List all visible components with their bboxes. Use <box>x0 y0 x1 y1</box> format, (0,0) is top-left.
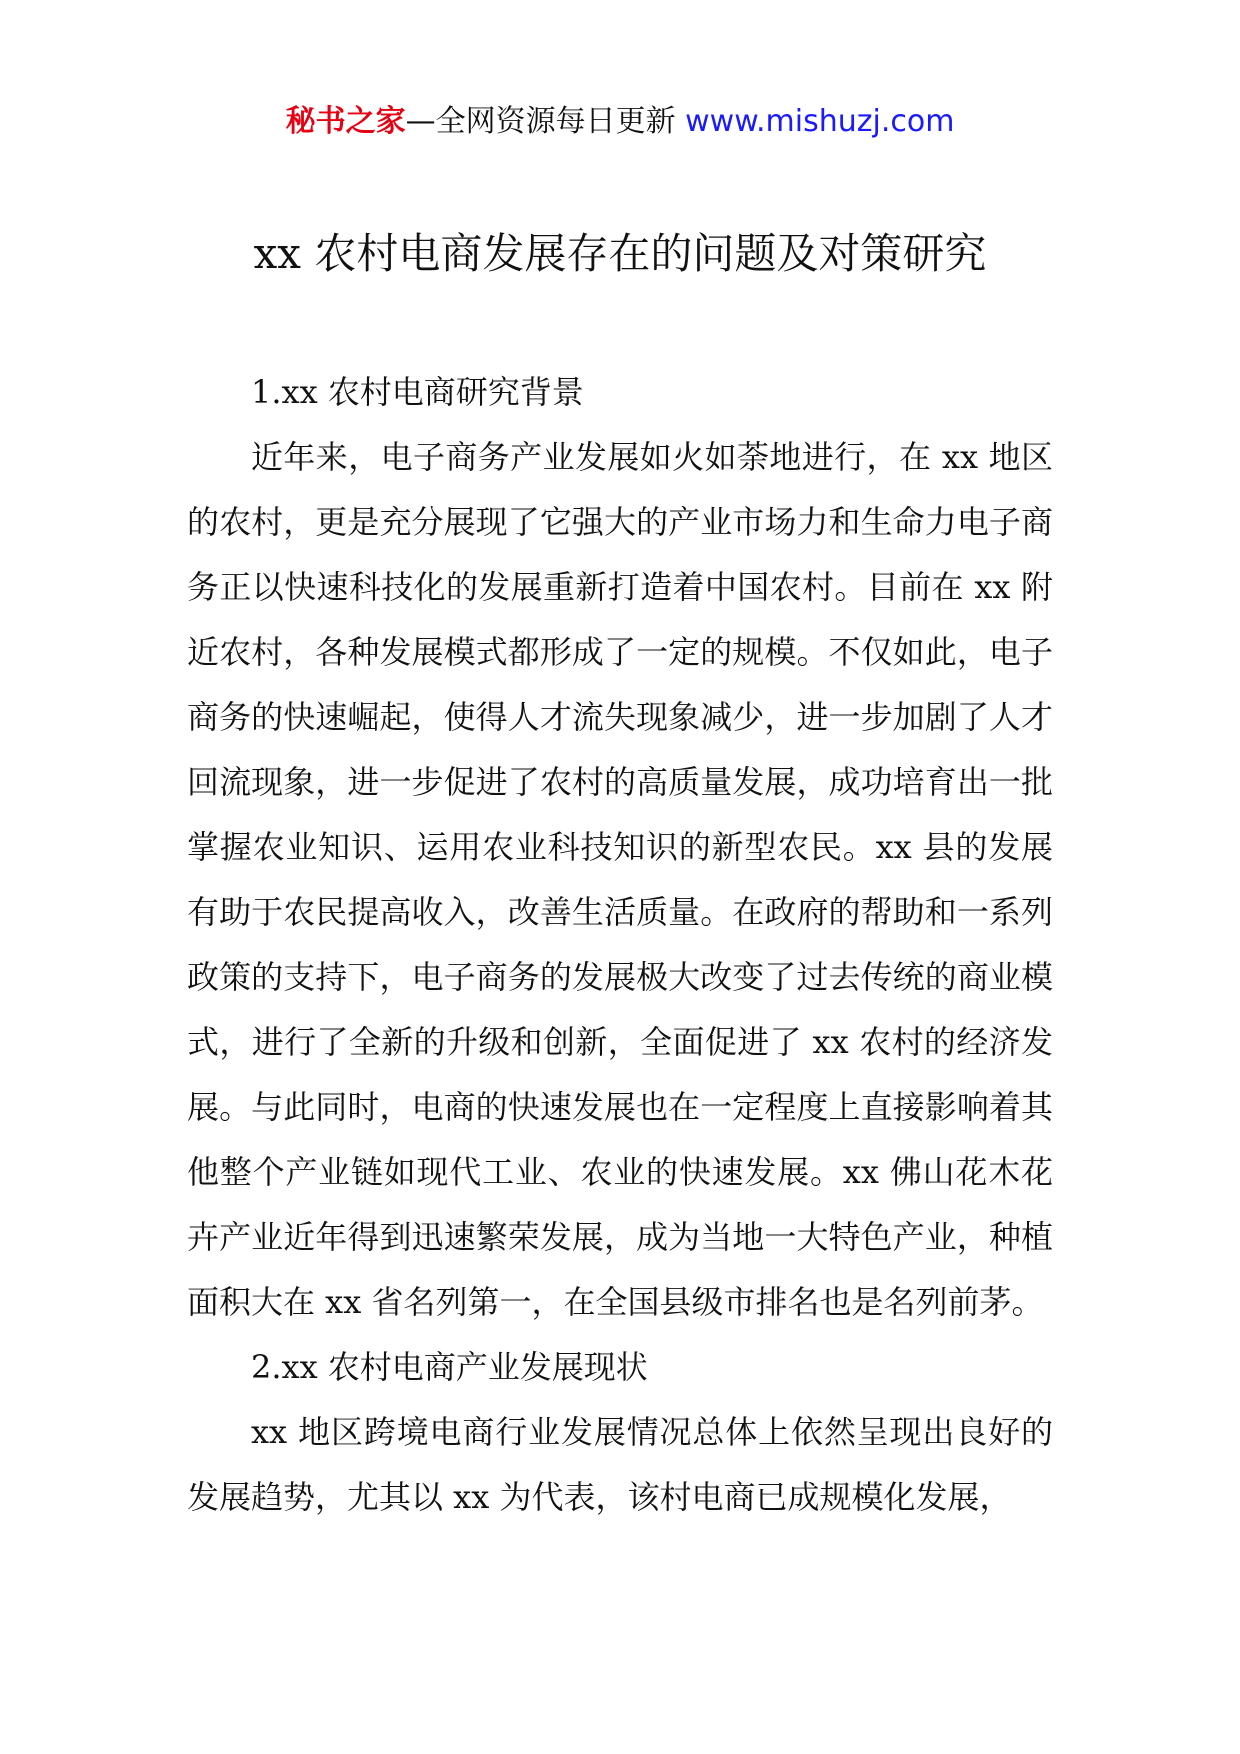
site-header <box>0 102 1240 142</box>
brand-name: 秘书之家 <box>285 104 406 139</box>
paragraph-2: xx 地区跨境电商行业发展情况总体上依然呈现出良好的发展趋势，尤其以 xx 为代表，该村电商已成规模化发展， <box>187 1413 1053 1516</box>
paragraph-1: 近年来，电子商务产业发展如火如荼地进行，在 xx 地区的农村，更是充分展现了它强大的产业市场力和生命力电子商务正以快速科技化的发展重新打造着中国农村。目前在 xx 附近农村，各种发展模式都形成了一定的规模。不仅如此，电子商务的快速崛起，使得人才流失现象减少，进一步加剧了人才回流现象，进一步促进了农村的高质量发展，成功培育出一批掌握农业知识、运用农业科技知识的新型农民。xx 县的发展有助于农民提高收入，改善生活质量。在政府的帮助和一系列政策的支持下，电子商务的发展极大改变了过去传统的商业模式，进行了全新的升级和创新，全面促进了 xx 农村的经济发展。与此同时，电商的快速发展也在一定程度上直接影响着其他整个产业链如现代工业、农业的快速发展。xx 佛山花木花卉产业近年得到迅速繁荣发展，成为当地一大特色产业，种植面积大在 xx 省名列第一，在全国县级市排名也是名列前茅。 <box>187 438 1053 1321</box>
header-slogan: —全网资源每日更新 <box>405 104 676 139</box>
section-heading-2: 2.xx 农村电商产业发展现状 <box>251 1348 648 1386</box>
document-body <box>187 360 1053 1530</box>
site-url-link[interactable]: www.mishuzj.com <box>685 104 955 139</box>
section-heading-1: 1.xx 农村电商研究背景 <box>251 373 584 411</box>
document-title: xx 农村电商发展存在的问题及对策研究 <box>253 229 987 278</box>
